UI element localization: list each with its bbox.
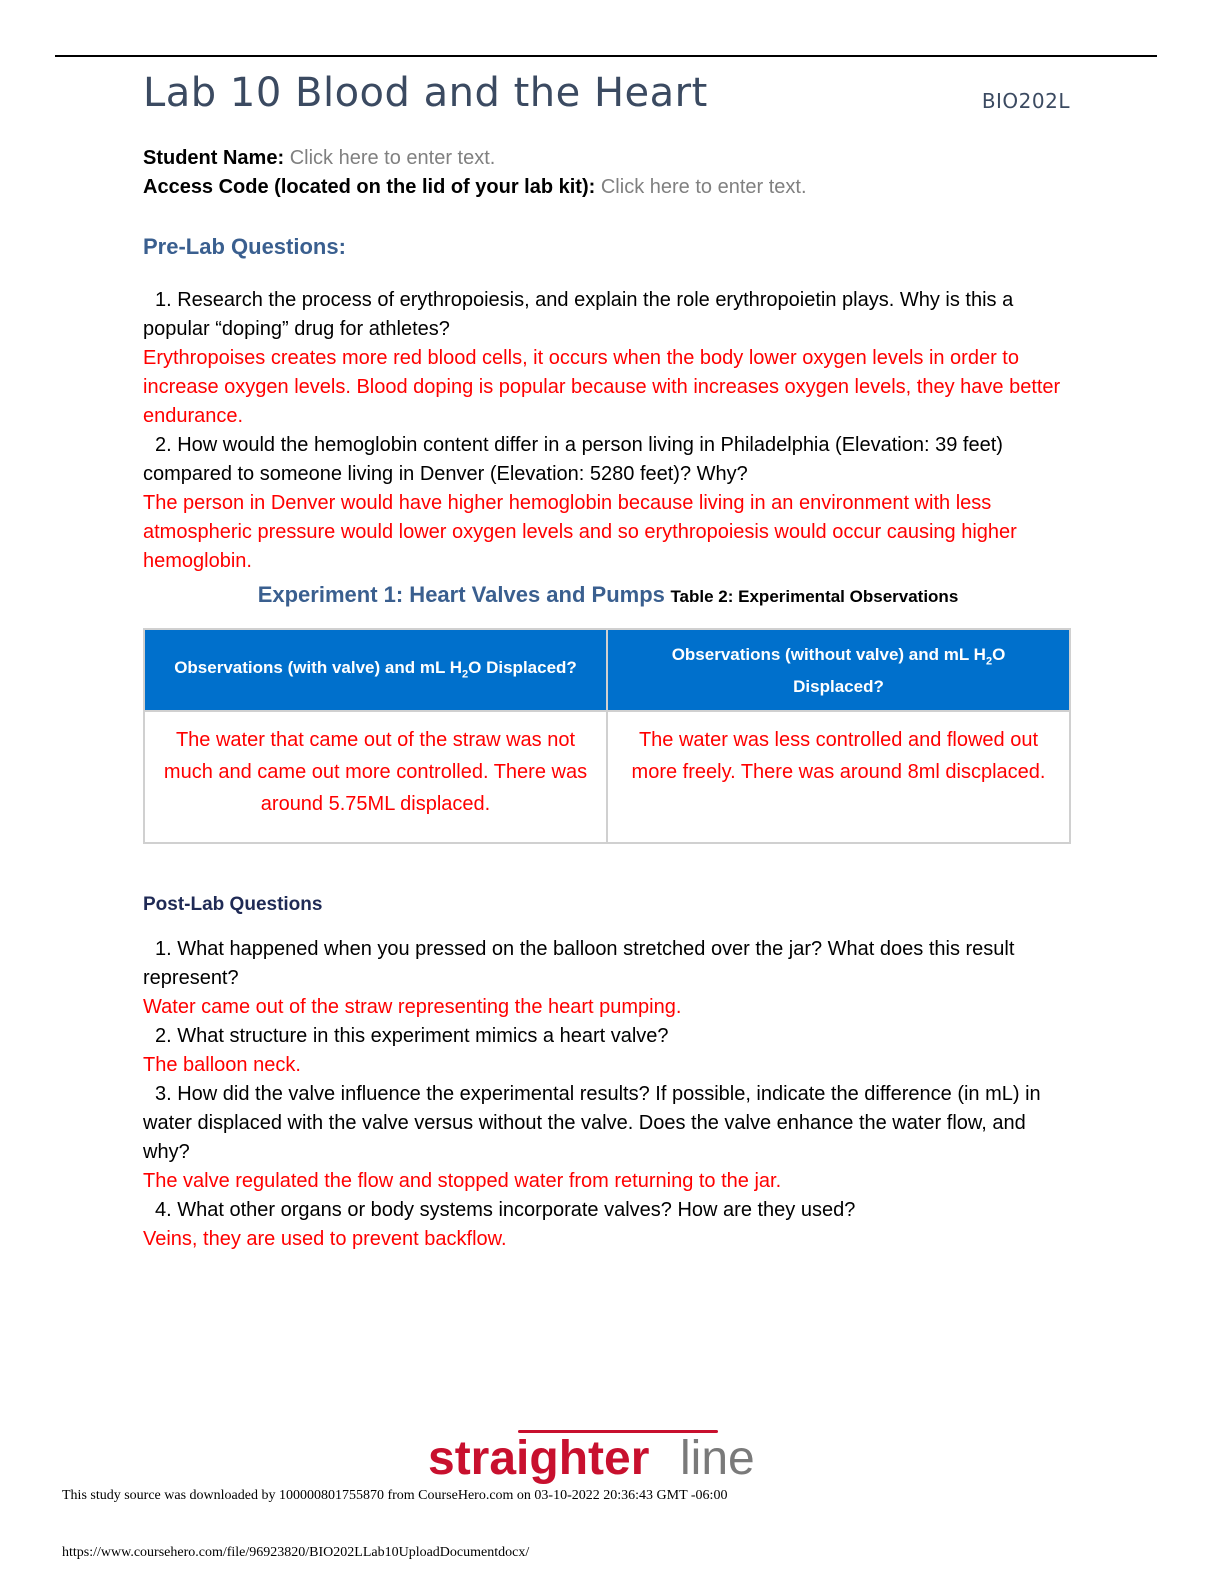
table-cell-without-valve[interactable]: The water was less controlled and flowed out more freely. There was around 8ml discplaced. <box>607 711 1070 843</box>
table-header-row <box>144 629 1070 711</box>
postlab-answer-4: Veins, they are used to prevent backflow. <box>143 1228 507 1251</box>
document-body <box>143 144 1073 1254</box>
download-notice: This study source was downloaded by 100000801755870 from CourseHero.com on 03-10-2022 20:36:43 GMT -06:00 <box>62 1488 728 1503</box>
access-code-label: Access Code (located on the lid of your lab kit): <box>143 176 596 198</box>
prelab-heading: Pre-Lab Questions: <box>143 234 346 259</box>
table-row <box>144 711 1070 843</box>
access-code-row <box>143 173 1073 202</box>
table-header-without-valve: Observations (without valve) and mL $H_2O$ Displaced? <box>607 629 1070 711</box>
prelab-answer-2: The person in Denver would have higher hemoglobin because living in an environment with less atmospheric pressure would lower oxygen levels and so erythropoiesis would occur causing higher hemoglobin. <box>143 492 1017 572</box>
course-code: BIO202L <box>981 89 1070 113</box>
top-rule <box>55 55 1157 57</box>
postlab-heading: Post-Lab Questions <box>143 894 323 916</box>
access-code-field[interactable]: Click here to enter text. <box>600 176 807 198</box>
document-title: Lab 10 Blood and the Heart <box>143 70 708 116</box>
observations-table <box>143 628 1071 844</box>
postlab-answer-1: Water came out of the straw representing the heart pumping. <box>143 996 682 1019</box>
straighterline-logo <box>428 1426 788 1488</box>
prelab-question-2: 2. How would the hemoglobin content differ in a person living in Philadelphia (Elevation: 39 feet) compared to someone living in Denver (Elevation: 5280 feet)? Why? <box>143 434 1003 485</box>
prelab-question-1: 1. Research the process of erythropoiesis, and explain the role erythropoietin plays. Why is this a popular “doping” drug for athletes? <box>143 289 1014 340</box>
prelab-answer-1: Erythropoises creates more red blood cells, it occurs when the body lower oxygen levels in order to increase oxygen levels. Blood doping is popular because with increases oxygen levels, they have better endurance. <box>143 347 1061 427</box>
postlab-question-1: 1. What happened when you pressed on the balloon stretched over the jar? What does this result represent? <box>143 938 1015 990</box>
table-cell-with-valve[interactable]: The water that came out of the straw was not much and came out more controlled. There was around 5.75ML displaced. <box>144 711 607 843</box>
logo-text-main: straighter <box>428 1432 650 1485</box>
postlab-question-4: 4. What other organs or body systems incorporate valves? How are they used? <box>155 1199 856 1222</box>
postlab-answer-2: The balloon neck. <box>143 1054 301 1077</box>
table-caption: Table 2: Experimental Observations <box>670 587 959 606</box>
table-header-with-valve: Observations (with valve) and mL $H_2O$ Displaced? <box>144 629 607 711</box>
student-name-label: Student Name: <box>143 147 285 169</box>
student-name-row <box>143 144 1073 173</box>
experiment-heading-row <box>143 580 1073 612</box>
student-name-field[interactable]: Click here to enter text. <box>289 147 496 169</box>
postlab-answer-3: The valve regulated the flow and stopped water from returning to the jar. <box>143 1170 782 1193</box>
experiment-title: Experiment 1: Heart Valves and Pumps <box>257 582 665 607</box>
postlab-question-2: 2. What structure in this experiment mimics a heart valve? <box>155 1025 669 1048</box>
source-url[interactable]: https://www.coursehero.com/file/96923820/BIO202LLab10UploadDocumentdocx/ <box>62 1545 530 1560</box>
logo-text-suffix: line <box>680 1432 755 1485</box>
postlab-question-3: 3. How did the valve influence the experimental results? If possible, indicate the difference (in mL) in water displaced with the valve versus without the valve. Does the valve enhance the water flow, and why? <box>143 1083 1041 1164</box>
